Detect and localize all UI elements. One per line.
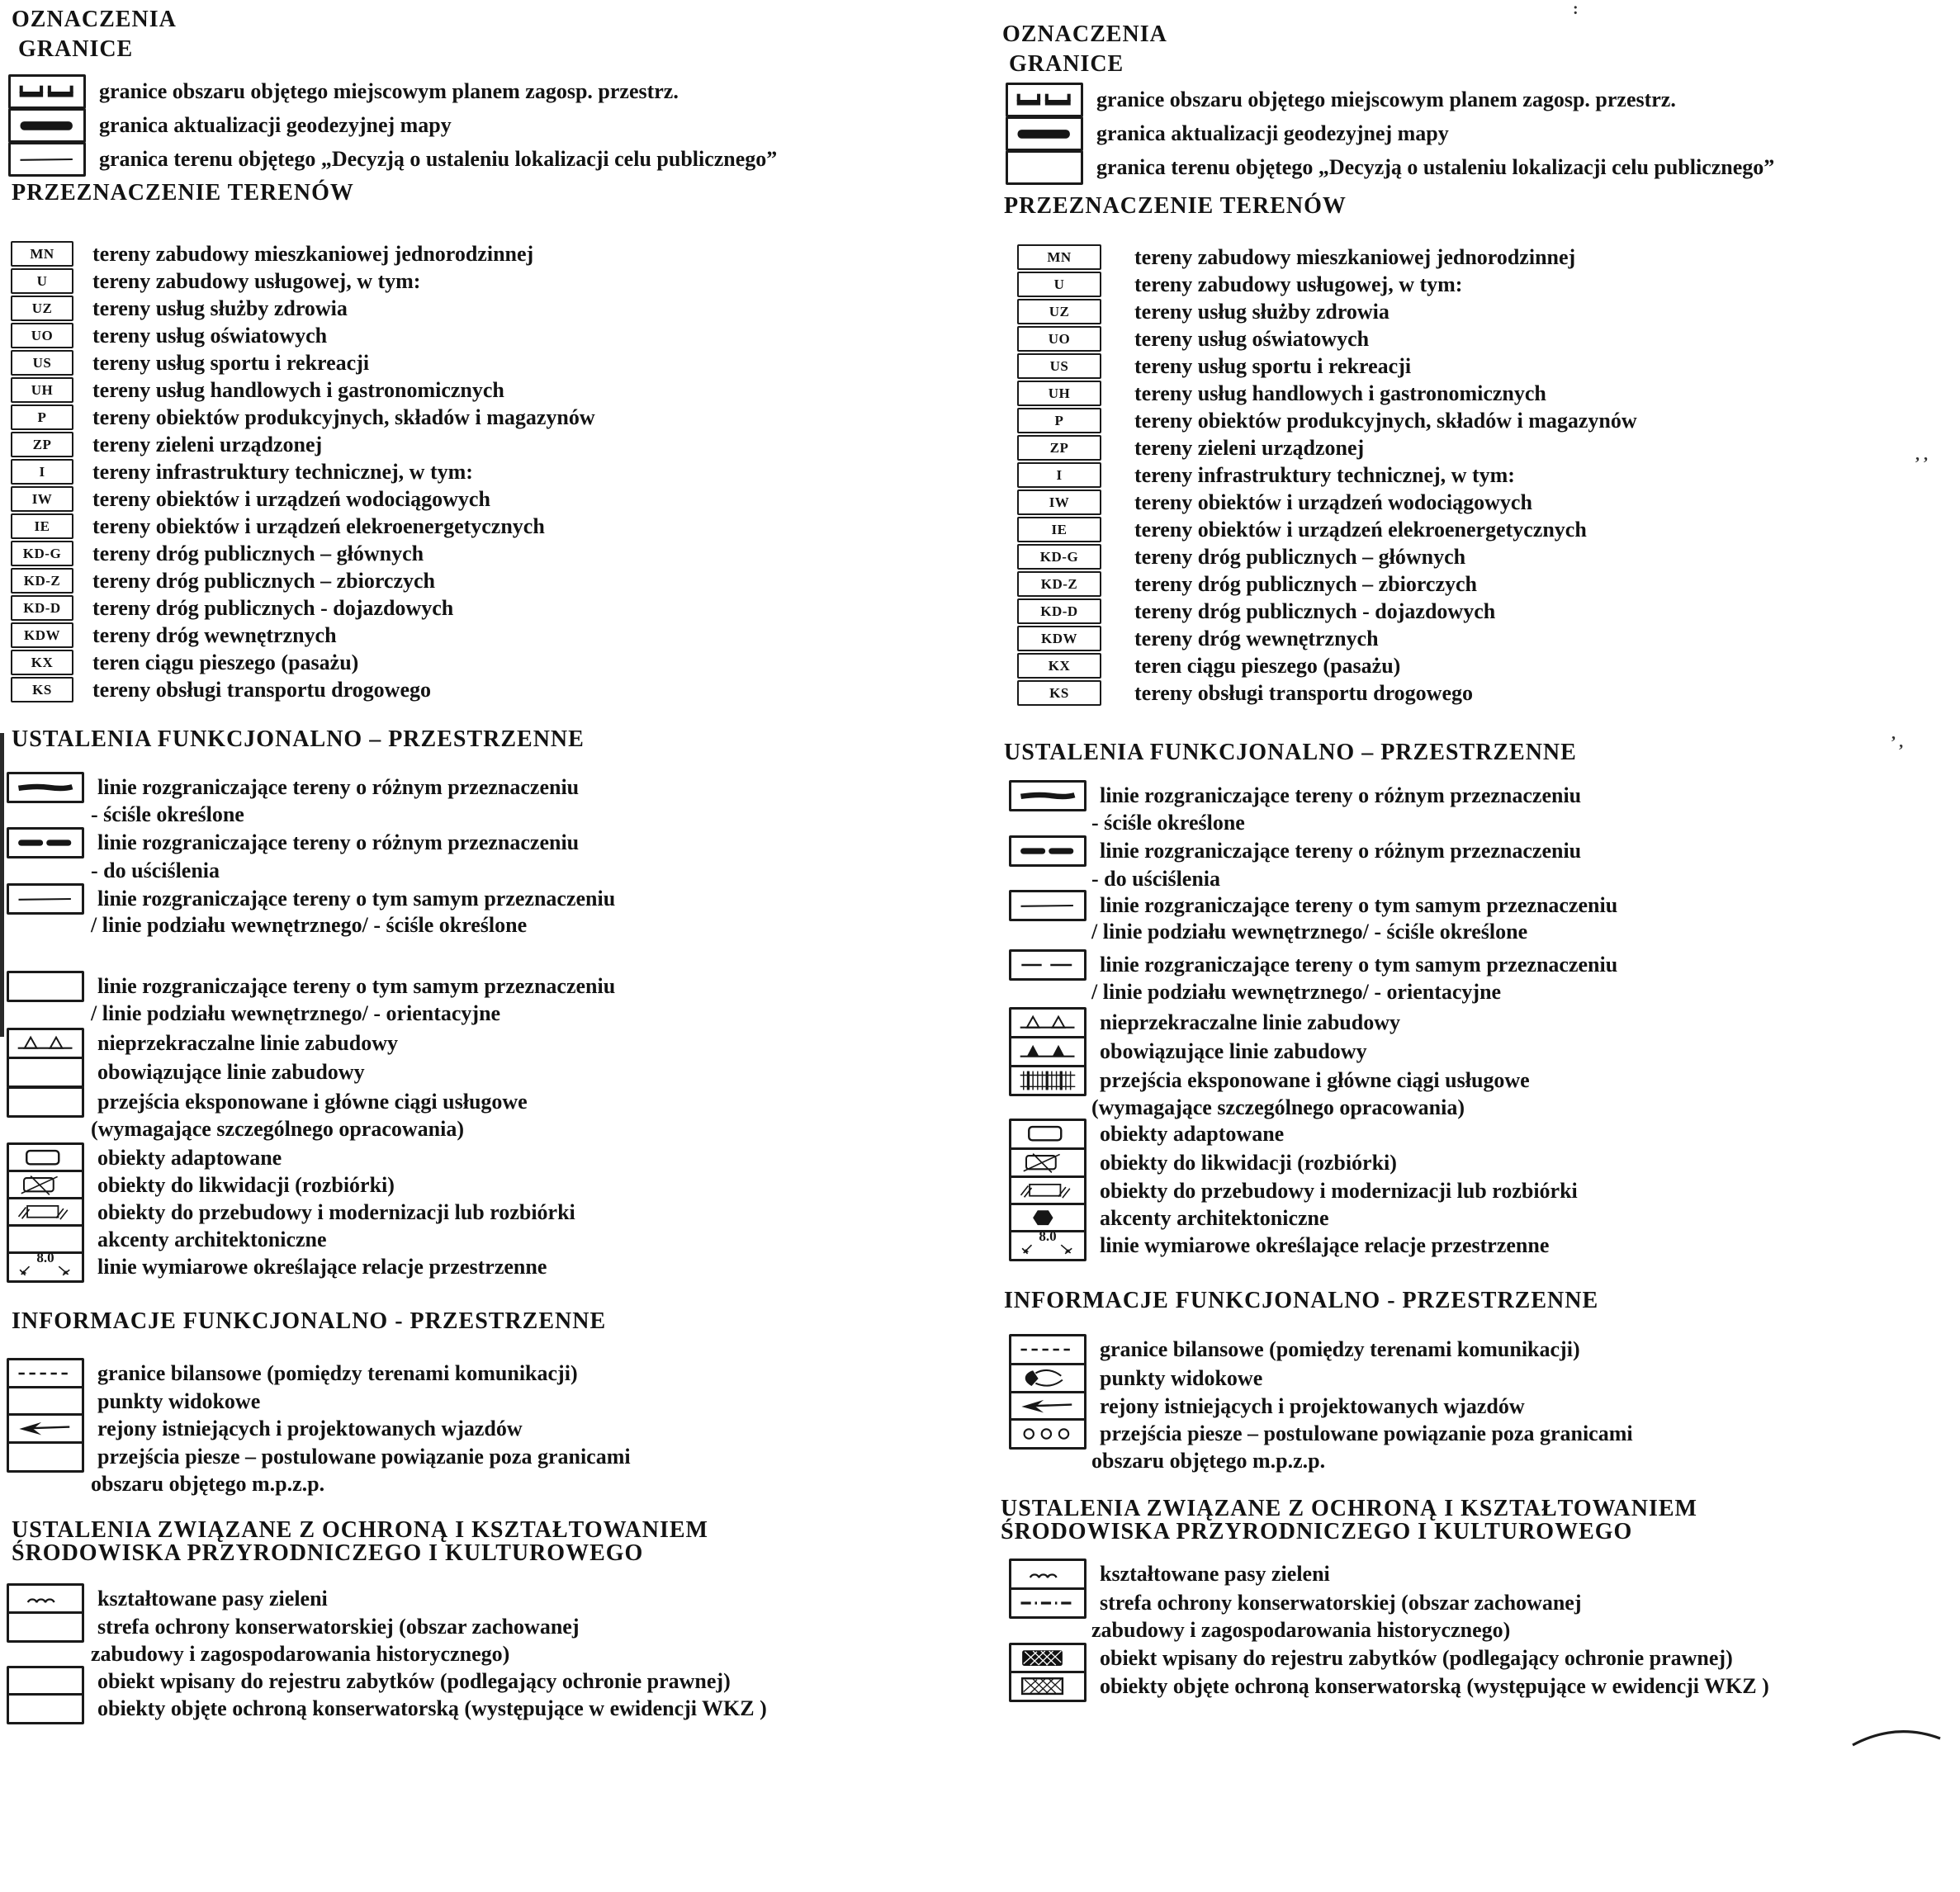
legend-row xyxy=(7,1028,398,1059)
landuse-row xyxy=(7,404,595,430)
landuse-code: U xyxy=(1053,276,1065,292)
landuse-code-box xyxy=(11,513,73,539)
landuse-row xyxy=(1009,326,1369,352)
landuse-row xyxy=(1009,626,1379,651)
landuse-row xyxy=(7,568,435,594)
legend-label: granica aktualizacji geodezyjnej mapy xyxy=(99,113,452,137)
green-belt-wave-icon xyxy=(1009,1559,1087,1590)
legend-row xyxy=(1009,1559,1330,1590)
landuse-label: tereny infrastruktury technicznej, w tym: xyxy=(1134,462,1515,487)
landuse-row xyxy=(7,350,369,376)
legend-label-line2: / linie podziału wewnętrznego/ - ściśle określone xyxy=(91,913,528,937)
landuse-row xyxy=(7,677,431,702)
section-ochrona-2: ŚRODOWISKA PRZYRODNICZEGO I KULTUROWEGO xyxy=(1001,1519,1633,1544)
blank-box-icon xyxy=(7,1057,84,1088)
legend-label: rejony istniejących i projektowanych wjazdów xyxy=(1100,1394,1525,1418)
legend-row xyxy=(7,1441,631,1473)
scan-swoosh-artifact xyxy=(1848,1719,1945,1753)
landuse-label: tereny obsługi transportu drogowego xyxy=(1134,680,1473,705)
legend-label: granica terenu objętego „Decyzją o ustaleniu lokalizacji celu publicznego” xyxy=(99,147,778,171)
landuse-label: tereny obiektów i urządzeń wodociągowych xyxy=(1134,490,1532,514)
legend-row xyxy=(1009,890,1617,921)
landuse-label: tereny dróg publicznych – głównych xyxy=(92,541,424,565)
landuse-row xyxy=(1009,299,1390,324)
landuse-code: P xyxy=(37,409,47,425)
landuse-label: tereny zabudowy mieszkaniowej jednorodzinnej xyxy=(1134,244,1576,269)
landuse-row xyxy=(1009,490,1532,515)
landuse-code: KD-Z xyxy=(1040,575,1078,592)
legend-label: rejony istniejących i projektowanych wjazdów xyxy=(97,1417,523,1440)
thick-dashed-line-icon xyxy=(7,827,84,858)
landuse-code-box xyxy=(1017,272,1101,297)
landuse-code-box xyxy=(1017,598,1101,624)
landuse-code: IW xyxy=(31,490,53,507)
thick-dashed-line-icon xyxy=(1009,835,1087,867)
legend-label-line2: obszaru objętego m.p.z.p. xyxy=(1091,1449,1326,1473)
landuse-label: teren ciągu pieszego (pasażu) xyxy=(1134,653,1401,678)
open-triangles-line-icon xyxy=(7,1028,84,1059)
landuse-label: tereny usług oświatowych xyxy=(92,323,328,348)
landuse-row xyxy=(1009,353,1411,379)
legend-label-line2: - ściśle określone xyxy=(91,802,244,826)
legend-row xyxy=(1009,1671,1769,1702)
landuse-label: tereny dróg wewnętrznych xyxy=(1134,626,1379,650)
legend-label-line2: - ściśle określone xyxy=(1091,811,1245,835)
landuse-code-box xyxy=(11,459,73,485)
landuse-code-box xyxy=(1017,517,1101,542)
landuse-label: tereny dróg publicznych – zbiorczych xyxy=(92,568,436,593)
legend-label: obiekty adaptowane xyxy=(97,1146,282,1170)
landuse-code: US xyxy=(1049,357,1069,374)
outlined-crosshatch-icon xyxy=(1009,1671,1087,1702)
liquidation-x-icon xyxy=(1009,1147,1087,1179)
legend-row xyxy=(1009,1230,1549,1261)
landuse-code: IE xyxy=(34,518,50,534)
landuse-label: tereny usług służby zdrowia xyxy=(92,296,348,320)
legend-label: strefa ochrony konserwatorskiej (obszar zachowanej xyxy=(1100,1591,1582,1615)
legend-label: przejścia piesze – postulowane powiązanie poza granicami xyxy=(1100,1421,1633,1445)
landuse-code-box xyxy=(11,350,73,376)
dash-dot-line-icon xyxy=(1009,1587,1087,1619)
legend-row xyxy=(1009,1363,1262,1394)
legend-label: nieprzekraczalne linie zabudowy xyxy=(97,1031,398,1055)
legend-label-line2: obszaru objętego m.p.z.p. xyxy=(91,1472,325,1496)
landuse-row xyxy=(1009,544,1465,570)
legend-row xyxy=(7,1358,578,1389)
dashed-line-icon xyxy=(1009,1334,1087,1365)
page-title: OZNACZENIA xyxy=(12,7,177,32)
landuse-code-box xyxy=(11,568,73,594)
legend-label: linie rozgraniczające tereny o tym samym przeznaczeniu xyxy=(1100,893,1618,917)
landuse-label: tereny usług sportu i rekreacji xyxy=(92,350,370,375)
blank-box-icon xyxy=(7,1441,84,1473)
landuse-code-box xyxy=(11,650,73,675)
landuse-row xyxy=(1009,517,1587,542)
thin-dashed-line-icon xyxy=(1009,949,1087,981)
legend-label: obiekty objęte ochroną konserwatorską (występujące w ewidencji WKZ ) xyxy=(97,1696,767,1720)
legend-label: granice bilansowe (pomiędzy terenami komunikacji) xyxy=(1100,1337,1580,1361)
landuse-label: tereny zieleni urządzonej xyxy=(92,432,323,456)
landuse-row xyxy=(7,541,424,566)
landuse-row xyxy=(1009,462,1515,488)
dimension-value: 8.0 xyxy=(1039,1228,1057,1244)
scan-speck: ’ , xyxy=(1891,733,1904,751)
legend-row xyxy=(7,1583,328,1615)
legend-row xyxy=(7,883,615,915)
landuse-row xyxy=(1009,408,1637,433)
landuse-code-box xyxy=(1017,435,1101,461)
landuse-code: UH xyxy=(31,381,54,398)
landuse-label: tereny usług sportu i rekreacji xyxy=(1134,353,1412,378)
landuse-code-box xyxy=(1017,653,1101,679)
legend-label-line2: (wymagające szczególnego opracowania) xyxy=(1091,1095,1465,1119)
section-informacje: INFORMACJE FUNKCJONALNO - PRZESTRZENNE xyxy=(1004,1288,1599,1313)
thick-solid-line-icon xyxy=(1009,780,1087,811)
landuse-code-box xyxy=(11,432,73,457)
legend-label-line2: / linie podziału wewnętrznego/ - ściśle określone xyxy=(1091,920,1528,944)
landuse-row xyxy=(7,296,348,321)
landuse-code-box xyxy=(11,241,73,267)
section-informacje: INFORMACJE FUNKCJONALNO - PRZESTRZENNE xyxy=(12,1308,607,1334)
legend-row xyxy=(1006,83,1676,117)
landuse-code: KDW xyxy=(1041,630,1077,646)
landuse-code-box xyxy=(11,404,73,430)
landuse-code: KS xyxy=(1049,684,1069,701)
landuse-row xyxy=(1009,244,1575,270)
landuse-code: P xyxy=(1054,412,1064,428)
legend-label: granica terenu objętego „Decyzją o ustaleniu lokalizacji celu publicznego” xyxy=(1096,155,1775,179)
landuse-code: KX xyxy=(31,654,54,670)
landuse-code: UH xyxy=(1048,385,1071,401)
legend-label: kształtowane pasy zieleni xyxy=(1100,1562,1330,1586)
section-granice: GRANICE xyxy=(1009,51,1124,77)
landuse-code-box xyxy=(11,377,73,403)
landuse-code: KS xyxy=(32,681,52,698)
landuse-code-box xyxy=(1017,408,1101,433)
landuse-code-box xyxy=(11,486,73,512)
legend-row xyxy=(1009,1147,1397,1179)
landuse-code-box xyxy=(1017,353,1101,379)
section-ochrona-1: USTALENIA ZWIĄZANE Z OCHRONĄ I KSZTAŁTOWANIEM xyxy=(1001,1496,1697,1521)
legend-label: linie rozgraniczające tereny o tym samym przeznaczeniu xyxy=(97,974,616,998)
landuse-row xyxy=(1009,272,1462,297)
legend-label: przejścia eksponowane i główne ciągi usługowe xyxy=(1100,1068,1530,1092)
landuse-code: KX xyxy=(1048,657,1071,674)
landuse-code: UZ xyxy=(31,300,53,316)
blank-box-icon xyxy=(7,1086,84,1118)
landuse-code-box xyxy=(11,268,73,294)
landuse-code-box xyxy=(11,677,73,702)
landuse-row xyxy=(7,650,358,675)
legend-row xyxy=(1009,1036,1367,1067)
section-przeznaczenie: PRZEZNACZENIE TERENÓW xyxy=(12,180,354,206)
landuse-row xyxy=(7,432,322,457)
landuse-row xyxy=(1009,435,1364,461)
three-circles-icon xyxy=(1009,1418,1087,1450)
landuse-label: tereny dróg publicznych – zbiorczych xyxy=(1134,571,1478,596)
legend-row xyxy=(8,108,452,143)
legend-row xyxy=(1009,1643,1733,1674)
landuse-row xyxy=(1009,571,1477,597)
landuse-row xyxy=(1009,680,1473,706)
legend-row xyxy=(7,1086,528,1118)
page-title: OZNACZENIA xyxy=(1002,21,1167,47)
thin-boundary-icon xyxy=(8,142,86,177)
legend-label: nieprzekraczalne linie zabudowy xyxy=(1100,1010,1400,1034)
landuse-label: tereny dróg publicznych – głównych xyxy=(1134,544,1466,569)
legend-row xyxy=(7,772,579,803)
legend-row xyxy=(7,971,615,1002)
landuse-code: KDW xyxy=(24,627,60,643)
landuse-code: ZP xyxy=(32,436,52,452)
thin-solid-line-icon xyxy=(7,883,84,915)
legend-label: linie rozgraniczające tereny o różnym przeznaczeniu xyxy=(97,775,580,799)
legend-row xyxy=(1009,1065,1530,1096)
legend-label: obiekty do likwidacji (rozbiórki) xyxy=(1100,1151,1397,1175)
thick-solid-line-icon xyxy=(7,772,84,803)
landuse-code-box xyxy=(11,296,73,321)
open-triangles-line-icon xyxy=(1009,1007,1087,1038)
legend-row xyxy=(1009,1587,1582,1619)
hatch-grid-icon xyxy=(1009,1065,1087,1096)
landuse-label: tereny zabudowy usługowej, w tym: xyxy=(92,268,421,293)
legend-row xyxy=(7,1611,580,1643)
landuse-row xyxy=(1009,598,1495,624)
legend-label: obiekty do przebudowy i modernizacji lub rozbiórki xyxy=(97,1200,575,1224)
landuse-row xyxy=(7,486,490,512)
landuse-label: tereny usług handlowych i gastronomicznych xyxy=(92,377,504,402)
legend-label: przejścia eksponowane i główne ciągi usługowe xyxy=(97,1090,528,1114)
legend-label-line2: (wymagające szczególnego opracowania) xyxy=(91,1117,464,1141)
dimension-line-icon xyxy=(1009,1230,1087,1261)
legend-label: obowiązujące linie zabudowy xyxy=(97,1060,365,1084)
landuse-label: tereny usług służby zdrowia xyxy=(1134,299,1390,324)
legend-label: obiekt wpisany do rejestru zabytków (podlegający ochronie prawnej) xyxy=(97,1669,731,1693)
landuse-label: tereny usług oświatowych xyxy=(1134,326,1370,351)
legend-label: obiekty do likwidacji (rozbiórki) xyxy=(97,1173,395,1197)
legend-label: linie rozgraniczające tereny o różnym przeznaczeniu xyxy=(97,830,580,854)
legend-row xyxy=(8,142,777,177)
filled-triangles-line-icon xyxy=(1009,1036,1087,1067)
landuse-label: tereny obiektów i urządzeń elekroenergetycznych xyxy=(92,513,545,538)
legend-label-line2: - do uściślenia xyxy=(91,858,220,882)
landuse-row xyxy=(7,622,337,648)
landuse-code-box xyxy=(1017,381,1101,406)
landuse-row xyxy=(7,513,545,539)
landuse-label: tereny zabudowy mieszkaniowej jednorodzinnej xyxy=(92,241,534,266)
landuse-code: I xyxy=(39,463,45,480)
landuse-row xyxy=(7,377,504,403)
legend-row xyxy=(1009,1418,1633,1450)
viewpoint-icon xyxy=(1009,1363,1087,1394)
plan-area-boundary-icon xyxy=(8,74,86,109)
blank-box-icon xyxy=(7,971,84,1002)
legend-label: obowiązujące linie zabudowy xyxy=(1100,1039,1367,1063)
landuse-code-box xyxy=(11,541,73,566)
landuse-label: tereny zabudowy usługowej, w tym: xyxy=(1134,272,1463,296)
legend-label: linie rozgraniczające tereny o różnym przeznaczeniu xyxy=(1100,839,1582,863)
landuse-code: IW xyxy=(1049,494,1070,510)
entry-arrow-icon xyxy=(7,1413,84,1445)
landuse-code: ZP xyxy=(1049,439,1069,456)
legend-label-line2: zabudowy i zagospodarowania historycznego) xyxy=(91,1642,510,1666)
legend-row xyxy=(7,1693,767,1724)
legend-label: akcenty architektoniczne xyxy=(97,1227,327,1251)
scan-speck: : xyxy=(1573,0,1579,18)
landuse-code-box xyxy=(1017,244,1101,270)
legend-label: linie wymiarowe określające relacje przestrzenne xyxy=(97,1255,547,1279)
adapted-object-icon xyxy=(1009,1119,1087,1150)
landuse-row xyxy=(7,459,473,485)
landuse-code-box xyxy=(1017,626,1101,651)
plan-area-boundary-icon xyxy=(1006,83,1083,117)
legend-label: obiekty do przebudowy i modernizacji lub rozbiórki xyxy=(1100,1179,1578,1203)
landuse-code: MN xyxy=(1047,248,1072,265)
legend-row xyxy=(7,1413,523,1445)
section-ustalenia: USTALENIA FUNKCJONALNO – PRZESTRZENNE xyxy=(12,726,585,752)
landuse-row xyxy=(7,241,533,267)
legend-label: linie rozgraniczające tereny o różnym przeznaczeniu xyxy=(1100,783,1582,807)
dimension-line-icon xyxy=(7,1251,84,1283)
landuse-label: tereny obsługi transportu drogowego xyxy=(92,677,431,702)
landuse-row xyxy=(7,268,420,294)
landuse-label: tereny zieleni urządzonej xyxy=(1134,435,1365,460)
blank-box-icon xyxy=(7,1611,84,1643)
landuse-label: tereny infrastruktury technicznej, w tym: xyxy=(92,459,473,484)
legend-row xyxy=(1009,780,1581,811)
legend-label: linie rozgraniczające tereny o tym samym przeznaczeniu xyxy=(97,887,616,911)
legend-row xyxy=(8,74,679,109)
landuse-label: teren ciągu pieszego (pasażu) xyxy=(92,650,359,674)
section-przeznaczenie: PRZEZNACZENIE TERENÓW xyxy=(1004,193,1347,219)
thin-solid-line-icon xyxy=(1009,890,1087,921)
legend-label: obiekty adaptowane xyxy=(1100,1122,1285,1146)
legend-label: linie wymiarowe określające relacje przestrzenne xyxy=(1100,1233,1550,1257)
section-ochrona-1: USTALENIA ZWIĄZANE Z OCHRONĄ I KSZTAŁTOWANIEM xyxy=(12,1517,708,1543)
landuse-code-box xyxy=(11,595,73,621)
landuse-code: KD-Z xyxy=(23,572,61,589)
landuse-code-box xyxy=(1017,490,1101,515)
legend-row xyxy=(7,1251,547,1283)
dimension-value: 8.0 xyxy=(36,1250,54,1265)
landuse-label: tereny obiektów produkcyjnych, składów i magazynów xyxy=(1134,408,1637,433)
landuse-code: I xyxy=(1056,466,1063,483)
landuse-label: tereny dróg publicznych - dojazdowych xyxy=(1134,598,1496,623)
landuse-row xyxy=(7,323,327,348)
section-ochrona-2: ŚRODOWISKA PRZYRODNICZEGO I KULTUROWEGO xyxy=(12,1540,644,1566)
legend-label: granica aktualizacji geodezyjnej mapy xyxy=(1096,121,1449,145)
legend-label: obiekty objęte ochroną konserwatorską (występujące w ewidencji WKZ ) xyxy=(1100,1674,1769,1698)
landuse-code-box xyxy=(1017,462,1101,488)
scan-streak-artifact xyxy=(0,733,4,1037)
section-ustalenia: USTALENIA FUNKCJONALNO – PRZESTRZENNE xyxy=(1004,740,1577,765)
landuse-label: tereny obiektów i urządzeń wodociągowych xyxy=(92,486,490,511)
legend-label: akcenty architektoniczne xyxy=(1100,1206,1329,1230)
legend-label-line2: / linie podziału wewnętrznego/ - orientacyjne xyxy=(1091,980,1502,1004)
section-granice: GRANICE xyxy=(18,36,134,62)
legend-label: granice obszaru objętego miejscowym planem zagosp. przestrz. xyxy=(99,79,679,103)
landuse-code-box xyxy=(1017,299,1101,324)
legend-row xyxy=(1009,1119,1284,1150)
landuse-code: KD-D xyxy=(1040,603,1078,619)
legend-row xyxy=(1006,116,1449,151)
legend-row xyxy=(1009,835,1581,867)
filled-crosshatch-icon xyxy=(1009,1643,1087,1674)
landuse-code: MN xyxy=(30,245,54,262)
landuse-label: tereny obiektów i urządzeń elekroenergetycznych xyxy=(1134,517,1587,542)
landuse-row xyxy=(7,595,453,621)
legend-row xyxy=(1009,949,1617,981)
legend-row xyxy=(1009,1007,1400,1038)
landuse-label: tereny dróg publicznych - dojazdowych xyxy=(92,595,454,620)
legend-row xyxy=(7,1057,365,1088)
legend-row xyxy=(1009,1334,1580,1365)
landuse-row xyxy=(1009,653,1400,679)
landuse-code: KD-D xyxy=(23,599,61,616)
landuse-label: tereny dróg wewnętrznych xyxy=(92,622,337,647)
landuse-code: KD-G xyxy=(22,545,62,561)
legend-label: obiekt wpisany do rejestru zabytków (podlegający ochronie prawnej) xyxy=(1100,1646,1733,1670)
legend-label: linie rozgraniczające tereny o tym samym przeznaczeniu xyxy=(1100,953,1618,977)
legend-label: przejścia piesze – postulowane powiązanie poza granicami xyxy=(97,1445,631,1469)
landuse-code-box xyxy=(1017,680,1101,706)
landuse-code-box xyxy=(1017,326,1101,352)
landuse-code-box xyxy=(1017,544,1101,570)
legend-label: granice obszaru objętego miejscowym planem zagosp. przestrz. xyxy=(1096,88,1676,111)
legend-row xyxy=(1006,150,1774,185)
legend-label-line2: / linie podziału wewnętrznego/ - orientacyjne xyxy=(91,1001,501,1025)
legend-label-line2: - do uściślenia xyxy=(1091,867,1221,891)
dashed-line-icon xyxy=(7,1358,84,1389)
landuse-code: UO xyxy=(31,327,54,343)
legend-label: strefa ochrony konserwatorskiej (obszar zachowanej xyxy=(97,1615,580,1639)
blank-box-icon xyxy=(1006,150,1083,185)
geodetic-update-icon xyxy=(1006,116,1083,151)
legend-label: kształtowane pasy zieleni xyxy=(97,1587,328,1611)
landuse-code: UZ xyxy=(1049,303,1070,319)
legend-label: granice bilansowe (pomiędzy terenami komunikacji) xyxy=(97,1361,578,1385)
green-belt-wave-icon xyxy=(7,1583,84,1615)
landuse-code: US xyxy=(32,354,52,371)
landuse-code: U xyxy=(36,272,48,289)
geodetic-update-icon xyxy=(8,108,86,143)
legend-label: punkty widokowe xyxy=(1100,1366,1263,1390)
legend-row xyxy=(7,827,579,858)
landuse-label: tereny obiektów produkcyjnych, składów i magazynów xyxy=(92,404,595,429)
landuse-label: tereny usług handlowych i gastronomicznych xyxy=(1134,381,1546,405)
scan-speck: , , xyxy=(1915,446,1928,464)
legend-label-line2: zabudowy i zagospodarowania historycznego) xyxy=(1091,1618,1511,1642)
landuse-code: UO xyxy=(1048,330,1071,347)
landuse-code: IE xyxy=(1051,521,1068,537)
blank-box-icon xyxy=(7,1693,84,1724)
legend-label: punkty widokowe xyxy=(97,1389,261,1413)
landuse-row xyxy=(1009,381,1546,406)
landuse-code-box xyxy=(1017,571,1101,597)
landuse-code: KD-G xyxy=(1039,548,1079,565)
landuse-code-box xyxy=(11,323,73,348)
landuse-code-box xyxy=(11,622,73,648)
